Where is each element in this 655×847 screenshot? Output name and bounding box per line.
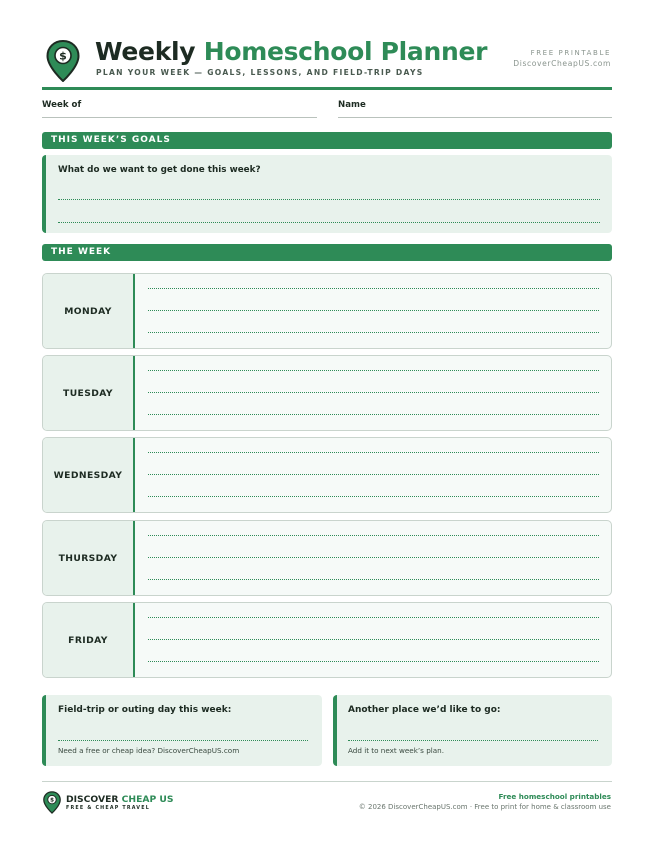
day-write-line[interactable] [148, 661, 599, 662]
day-label: FRIDAY [43, 603, 135, 677]
header-divider [42, 87, 612, 90]
week-of-field[interactable] [42, 117, 317, 118]
day-write-line[interactable] [148, 496, 599, 497]
svg-text:$: $ [59, 49, 67, 63]
day-write-line[interactable] [148, 535, 599, 536]
name-label: Name [338, 100, 366, 110]
svg-text:$: $ [49, 797, 55, 804]
map-pin-dollar-icon [46, 40, 80, 82]
footer-brand-part2: CHEAP US [121, 794, 174, 805]
day-write-line[interactable] [148, 370, 599, 371]
free-printable-label: FREE PRINTABLE [530, 49, 611, 57]
field-trip-hint: Need a free or cheap idea? DiscoverCheapUS.com [58, 746, 240, 755]
page-subtitle: PLAN YOUR WEEK — GOALS, LESSONS, AND FIELD-TRIP DAYS [96, 68, 424, 77]
week-of-label: Week of [42, 100, 82, 110]
page-title [95, 37, 487, 66]
goals-question: What do we want to get done this week? [58, 165, 261, 175]
day-row-tuesday [42, 355, 612, 431]
footer-copyright: © 2026 DiscoverCheapUS.com · Free to print for home & classroom use [358, 803, 611, 811]
day-label: THURSDAY [43, 521, 135, 595]
title-part-planner: Homeschool Planner [203, 37, 488, 66]
day-write-line[interactable] [148, 474, 599, 475]
next-place-hint: Add it to next week’s plan. [348, 746, 445, 755]
name-field[interactable] [338, 117, 612, 118]
day-write-line[interactable] [148, 392, 599, 393]
day-row-thursday [42, 520, 612, 596]
day-write-line[interactable] [148, 310, 599, 311]
day-row-friday [42, 602, 612, 678]
site-link[interactable]: DiscoverCheapUS.com [513, 59, 611, 68]
footer-tagline: FREE & CHEAP TRAVEL [66, 806, 150, 811]
footer-printables-title: Free homeschool printables [498, 792, 611, 801]
day-write-line[interactable] [148, 414, 599, 415]
day-write-line[interactable] [148, 288, 599, 289]
day-write-line[interactable] [148, 557, 599, 558]
title-part-weekly: Weekly [95, 37, 196, 66]
day-label: WEDNESDAY [43, 438, 135, 512]
goals-section-header: THIS WEEK’S GOALS [42, 132, 612, 149]
footer-brand-part1: DISCOVER [66, 794, 119, 805]
day-write-line[interactable] [148, 452, 599, 453]
week-section-header: THE WEEK [42, 244, 612, 261]
day-row-wednesday [42, 437, 612, 513]
field-trip-write-line[interactable] [58, 740, 308, 741]
day-write-line[interactable] [148, 579, 599, 580]
footer-map-pin-icon [43, 791, 61, 814]
day-label: TUESDAY [43, 356, 135, 430]
day-write-line[interactable] [148, 617, 599, 618]
goals-write-line[interactable] [58, 199, 600, 200]
next-place-write-line[interactable] [348, 740, 598, 741]
goals-write-line[interactable] [58, 222, 600, 223]
day-write-line[interactable] [148, 639, 599, 640]
day-label: MONDAY [43, 274, 135, 348]
field-trip-title: Field-trip or outing day this week: [58, 705, 232, 715]
next-place-title: Another place we’d like to go: [348, 705, 501, 715]
footer-brand [66, 794, 173, 805]
day-write-line[interactable] [148, 332, 599, 333]
day-row-monday [42, 273, 612, 349]
footer-divider [42, 781, 612, 782]
